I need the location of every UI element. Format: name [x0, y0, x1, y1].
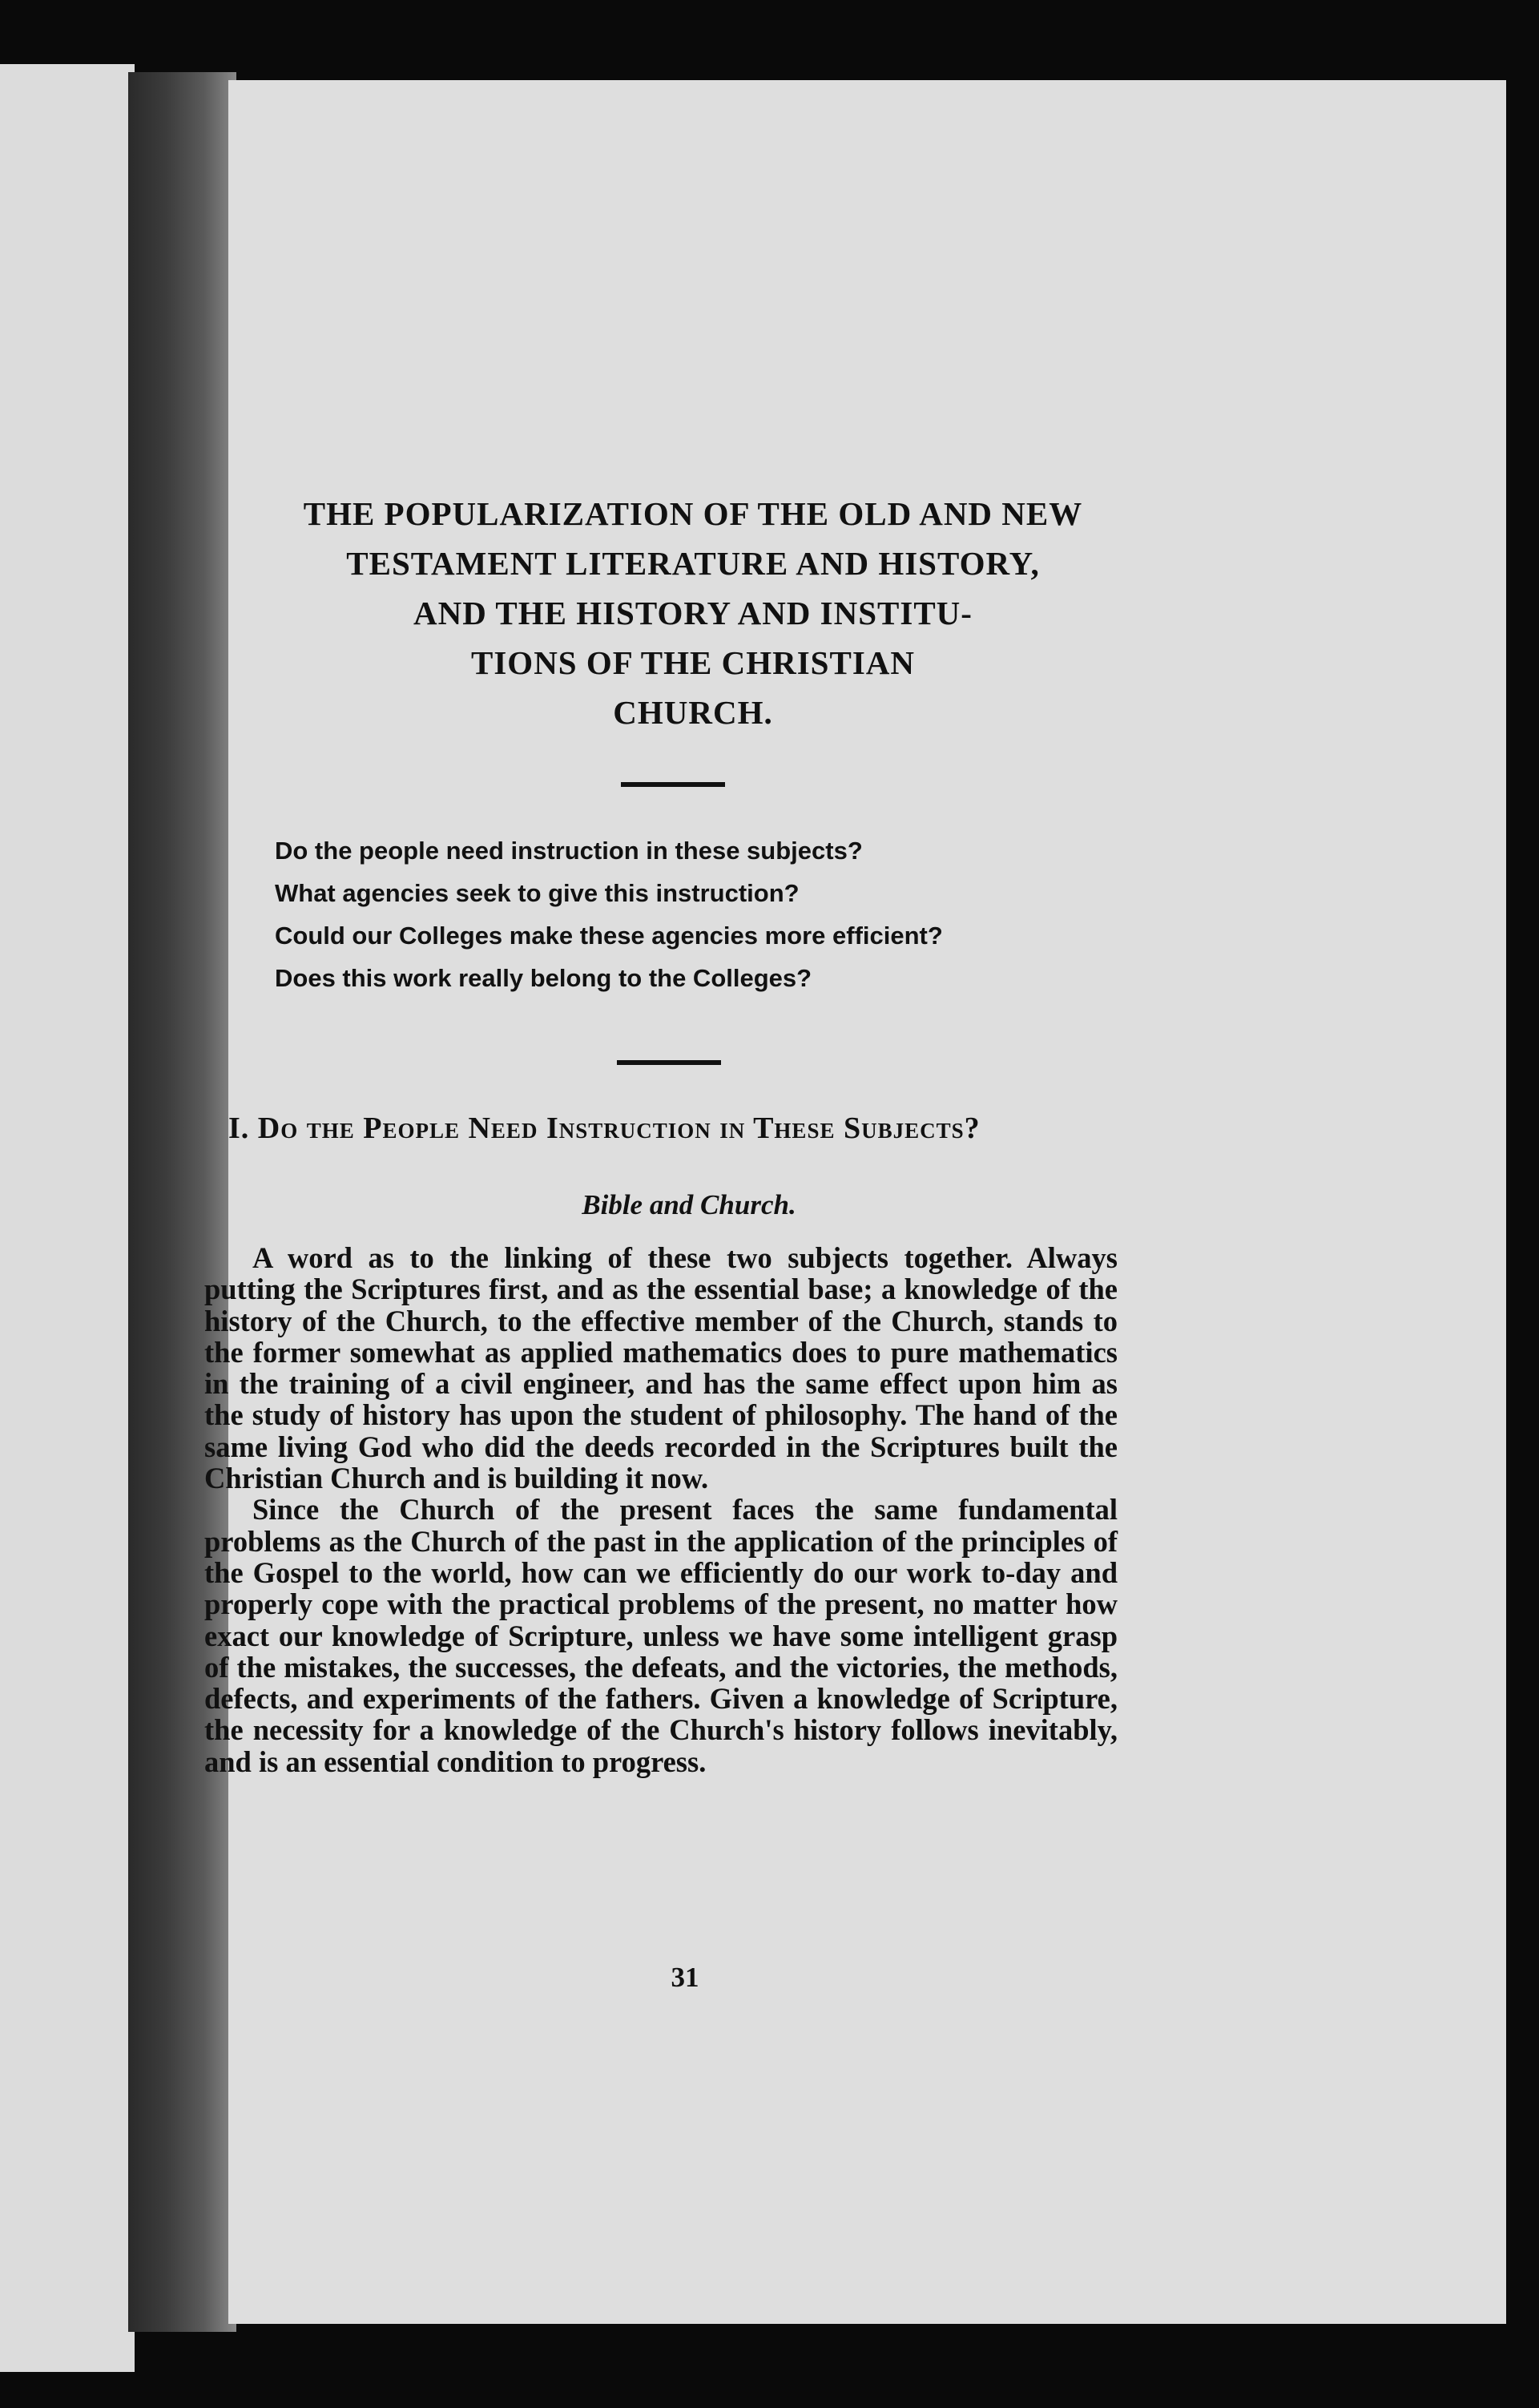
section-heading: I. Do the People Need Instruction in These Subjects? [228, 1111, 981, 1145]
divider-rule [621, 782, 725, 787]
question-item: Could our Colleges make these agencies more efficient? [275, 922, 943, 950]
page-content [204, 80, 1506, 2324]
page-number: 31 [671, 1962, 699, 1993]
chapter-title [228, 489, 1158, 737]
book-page [204, 80, 1506, 2324]
chapter-title-line: THE POPULARIZATION OF THE OLD AND NEW [303, 495, 1083, 532]
question-list [275, 829, 1076, 999]
chapter-title-line: CHURCH. [613, 694, 773, 731]
paragraph: Since the Church of the present faces the same fundamental problems as the Church of the past in the application of the principles of the Gospel to the world, how can we efficiently do our work to-day and properly cope with the practical problems of the present, no matter how exact our knowledge of Scripture, unless we have some intelligent grasp of the mistakes, the successes, the defeats, and the victories, the methods, defects, and experiments of the fathers. Given a knowledge of Scripture, the necessity for a knowledge of the Church's history follows inevitably, and is an essential condition to progress. [204, 1493, 1118, 1778]
chapter-title-line: TIONS OF THE CHRISTIAN [471, 644, 915, 681]
divider-rule [617, 1060, 721, 1065]
body-text [204, 1242, 1118, 1777]
question-item: What agencies seek to give this instruction? [275, 879, 800, 907]
question-item: Does this work really belong to the Colleges? [275, 964, 812, 992]
paragraph: A word as to the linking of these two subjects together. Always putting the Scriptures first, and as the essential base; a knowledge of the history of the Church, to the effective member of the Church, stands to the former somewhat as applied mathematics does to pure mathematics in the training of a civil engineer, and has the same effect upon him as the study of history has upon the student of philosophy. The hand of the same living God who did the deeds recorded in the Scriptures built the Christian Church and is building it now. [204, 1241, 1118, 1495]
chapter-title-line: AND THE HISTORY AND INSTITU- [413, 595, 973, 631]
previous-page-edge [0, 64, 135, 2372]
subheading: Bible and Church. [582, 1189, 796, 1220]
book-gutter-shadow [128, 72, 236, 2332]
question-item: Do the people need instruction in these subjects? [275, 837, 863, 865]
chapter-title-line: TESTAMENT LITERATURE AND HISTORY, [346, 545, 1040, 582]
